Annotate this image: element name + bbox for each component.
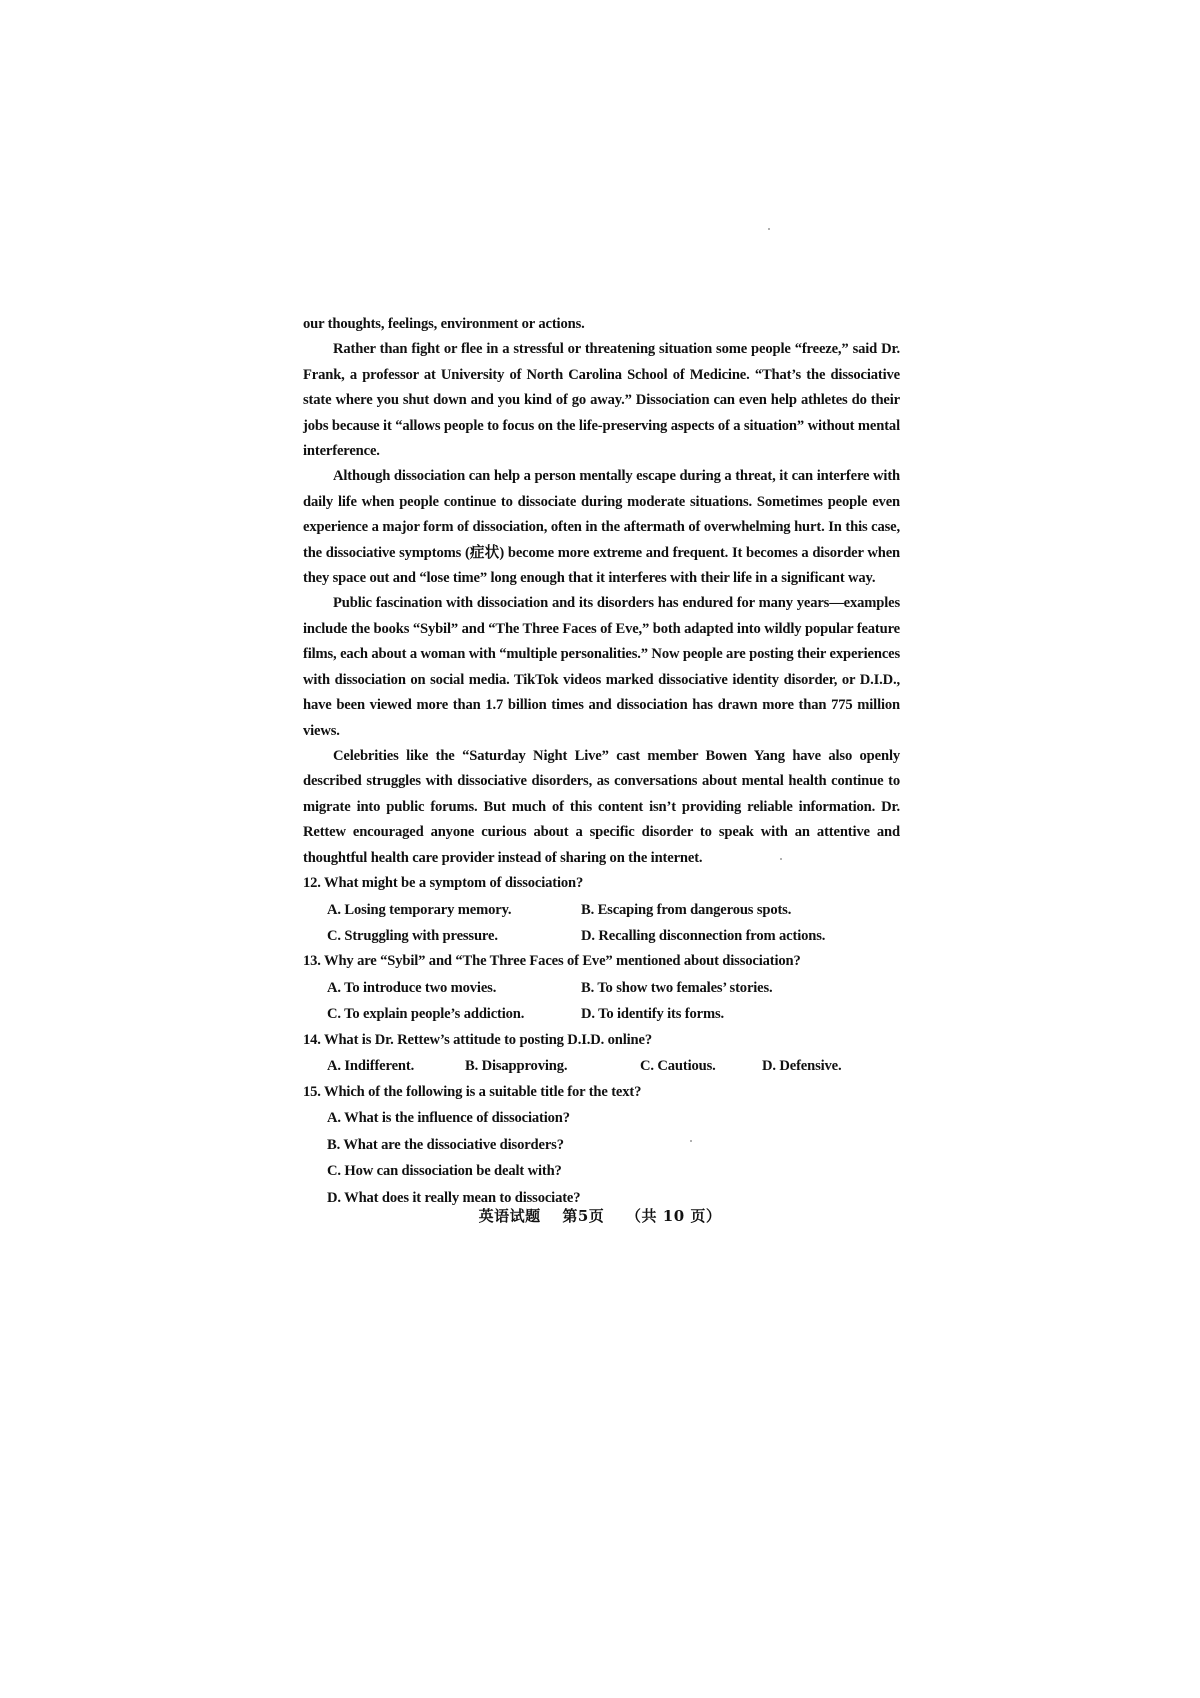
option-a: A. Losing temporary memory. bbox=[327, 901, 512, 918]
option-d: D. Defensive. bbox=[762, 1058, 842, 1075]
option-b: B. Disapproving. bbox=[465, 1058, 568, 1075]
footer-page-number: 第5页 bbox=[562, 1207, 605, 1225]
scan-speck bbox=[690, 1140, 692, 1142]
question-14 bbox=[303, 1028, 900, 1080]
option-b: B. To show two females’ stories. bbox=[581, 979, 773, 996]
question-stem: 12. What might be a symptom of dissociation? bbox=[303, 874, 584, 891]
answer-options bbox=[303, 1105, 900, 1211]
option-b: B. What are the dissociative disorders? bbox=[327, 1136, 564, 1153]
question-12 bbox=[303, 871, 900, 949]
passage-paragraph-3: Public fascination with dissociation and its disorders has endured for many years—examples include the books “Sybil” and “The Three Faces of Eve,” both adapted into wildly popular feature films, each about a woman with “multiple personalities.” Now people are posting their experiences with dissociation on social media. TikTok videos marked dissociative identity disorder, or D.I.D., have been viewed more than 1.7 billion times and dissociation has drawn more than 775 million views. bbox=[303, 595, 900, 739]
passage-paragraph-4: Celebrities like the “Saturday Night Live” cast member Bowen Yang have also openly described struggles with dissociative disorders, as conversations about mental health continue to migrate into public forums. But much of this content isn’t providing reliable information. Dr. Rettew encouraged anyone curious about a specific disorder to speak with an attentive and thoughtful health care provider instead of sharing on the internet. bbox=[303, 747, 900, 866]
exam-page bbox=[303, 312, 900, 1211]
option-c: C. Struggling with pressure. bbox=[327, 927, 498, 944]
question-15 bbox=[303, 1080, 900, 1211]
page-footer bbox=[0, 1205, 1200, 1226]
question-stem: 13. Why are “Sybil” and “The Three Faces of Eve” mentioned about dissociation? bbox=[303, 953, 801, 970]
option-a: A. To introduce two movies. bbox=[327, 979, 497, 996]
option-b: B. Escaping from dangerous spots. bbox=[581, 901, 792, 918]
answer-options bbox=[303, 897, 900, 950]
option-a: A. Indifferent. bbox=[327, 1058, 415, 1075]
option-a: A. What is the influence of dissociation? bbox=[327, 1110, 570, 1127]
option-d: D. Recalling disconnection from actions. bbox=[581, 927, 826, 944]
passage-paragraph-0: our thoughts, feelings, environment or actions. bbox=[303, 316, 585, 332]
option-c: C. To explain people’s addiction. bbox=[327, 1006, 525, 1023]
scan-speck bbox=[780, 858, 782, 860]
passage-paragraph-2: Although dissociation can help a person mentally escape during a threat, it can interfere with daily life when people continue to dissociate during moderate situations. Sometimes people even experience a major form of dissociation, often in the aftermath of overwhelming hurt. In this case, the dissociative symptoms (症状) become more extreme and frequent. It becomes a disorder when they space out and “lose time” long enough that it interferes with their life in a significant way. bbox=[303, 468, 900, 587]
question-stem: 14. What is Dr. Rettew’s attitude to posting D.I.D. online? bbox=[303, 1031, 652, 1048]
question-stem: 15. Which of the following is a suitable title for the text? bbox=[303, 1083, 642, 1100]
footer-subject: 英语试题 bbox=[478, 1207, 541, 1225]
passage-paragraph-1: Rather than fight or flee in a stressful or threatening situation some people “freeze,” said Dr. Frank, a professor at University of North Carolina School of Medicine. “That’s the dissociative state where you shut down and you kind of go away.” Dissociation can even help athletes do their jobs because it “allows people to focus on the life-preserving aspects of a situation” without mental interference. bbox=[303, 341, 900, 460]
footer-total-pages: （共 10 页） bbox=[626, 1207, 722, 1225]
scan-speck bbox=[768, 228, 770, 230]
answer-options bbox=[303, 975, 900, 1028]
question-13 bbox=[303, 949, 900, 1027]
option-d: D. To identify its forms. bbox=[581, 1006, 725, 1023]
option-c: C. Cautious. bbox=[640, 1058, 716, 1075]
answer-options bbox=[303, 1053, 900, 1079]
option-c: C. How can dissociation be dealt with? bbox=[327, 1163, 562, 1180]
option-d: D. What does it really mean to dissociate? bbox=[327, 1189, 581, 1206]
